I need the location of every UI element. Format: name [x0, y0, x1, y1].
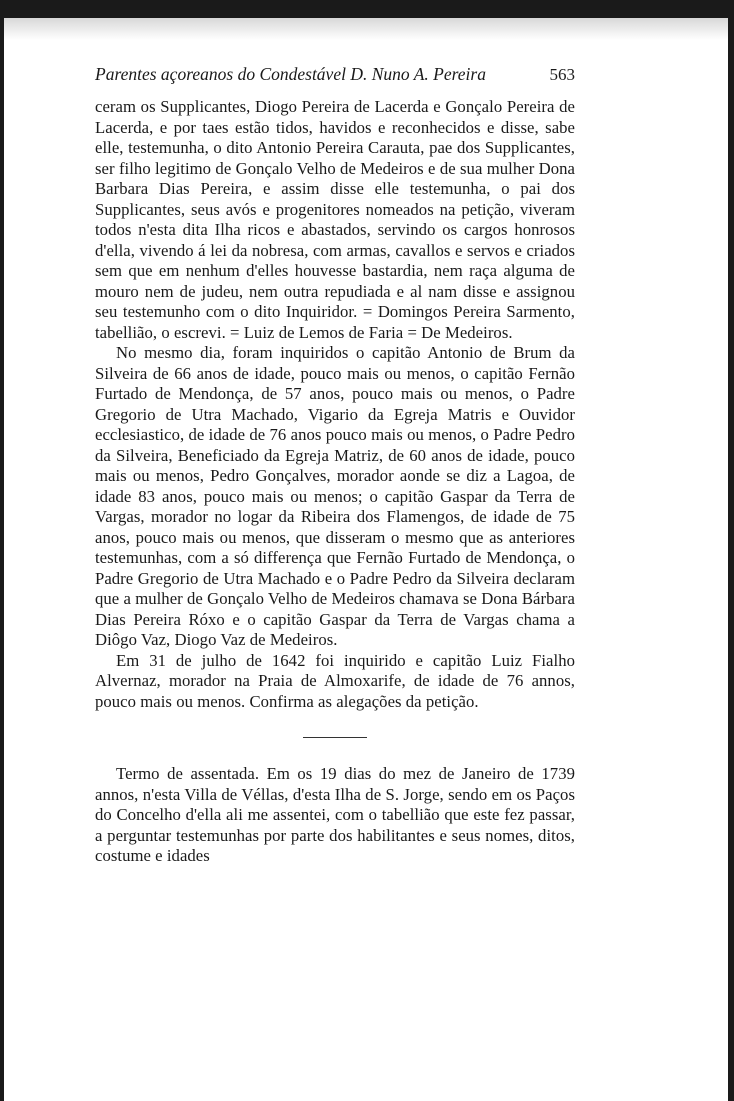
page-number: 563	[549, 65, 575, 84]
running-title: Parentes açoreanos do Condestável D. Nuno A. Pereira	[95, 64, 486, 84]
section-divider	[303, 737, 367, 738]
scan-border-top	[0, 0, 734, 18]
paragraph-termo-de-assentada: Termo de assentada. Em os 19 dias do mez de Janeiro de 1739 annos, n'esta Villa de Véllas, d'esta Ilha de S. Jorge, sendo em os Paços do Concelho d'ella ali me assentei, com o tabellião que este fez passar, a perguntar testemunhas por parte dos habilitantes e seus nomes, ditos, costume e idades	[95, 764, 575, 865]
scan-border-right	[728, 0, 734, 1101]
scan-shadow	[0, 18, 734, 40]
paragraph-testimony-end: ceram os Supplicantes, Diogo Pereira de Lacerda e Gonçalo Pereira de Lacerda, e por taes estão tidos, havidos e reconhecidos e disse, sabe elle, testemunha, o dito Antonio Pereira Carauta, pae dos Supplicantes, ser filho legitimo de Gonçalo Velho de Medeiros e de sua mulher Dona Barbara Dias Pereira, e assim disse elle testemunha, o pai dos Supplicantes, seus avós e progenitores nomeados na petição, viveram todos n'esta dita Ilha ricos e abastados, servindo os cargos honrosos d'ella, vivendo á lei da nobresa, com armas, cavallos e servos e criados sem que em nenhum d'elles houvesse bastardia, nem raça alguma de mouro nem de judeu, nem outra repudiada e al nam disse e assignou seu testemunho com o dito Inquiridor. = Domingos Pereira Sarmento, tabellião, o escrevi. = Luiz de Lemos de Faria = De Medeiros.	[95, 97, 575, 342]
paragraph-july-inquiry: Em 31 de julho de 1642 foi inquirido e capitão Luiz Fialho Alvernaz, morador na Praia de Almoxarife, de idade de 76 annos, pouco mais ou menos. Confirma as alegações da petição.	[95, 650, 575, 711]
paragraph-same-day-witnesses: No mesmo dia, foram inquiridos o capitão Antonio de Brum da Silveira de 66 anos de idade, pouco mais ou menos, o capitão Fernão Furtado de Mendonça, de 57 anos, pouco mais ou menos, o Padre Gregorio de Utra Machado, Vigario da Egreja Matris e Ouvidor ecclesiastico, de idade de 76 anos pouco mais ou menos, o Padre Pedro da Silveira, Beneficiado da Egreja Matriz, de 60 anos de idade, pouco mais ou menos, Pedro Gonçalves, morador aonde se diz a Lagoa, de idade 83 anos, pouco mais ou menos; o capitão Gaspar da Terra de Vargas, morador no logar da Ribeira dos Flamengos, de idade de 75 anos, pouco mais ou menos, que disseram o mesmo que as anteriores testemunhas, com a só differença que Fernão Furtado de Mendonça, o Padre Gregorio de Utra Machado e o Padre Pedro da Silveira declaram que a mulher de Gonçalo Velho de Medeiros chamava se Dona Bárbara Dias Pereira Róxo e o capitão Gaspar da Terra de Vargas chama a Diôgo Vaz, Diogo Vaz de Medeiros.	[95, 343, 575, 649]
scan-border-left	[0, 0, 4, 1101]
page-body	[95, 64, 575, 867]
running-header	[95, 64, 575, 85]
